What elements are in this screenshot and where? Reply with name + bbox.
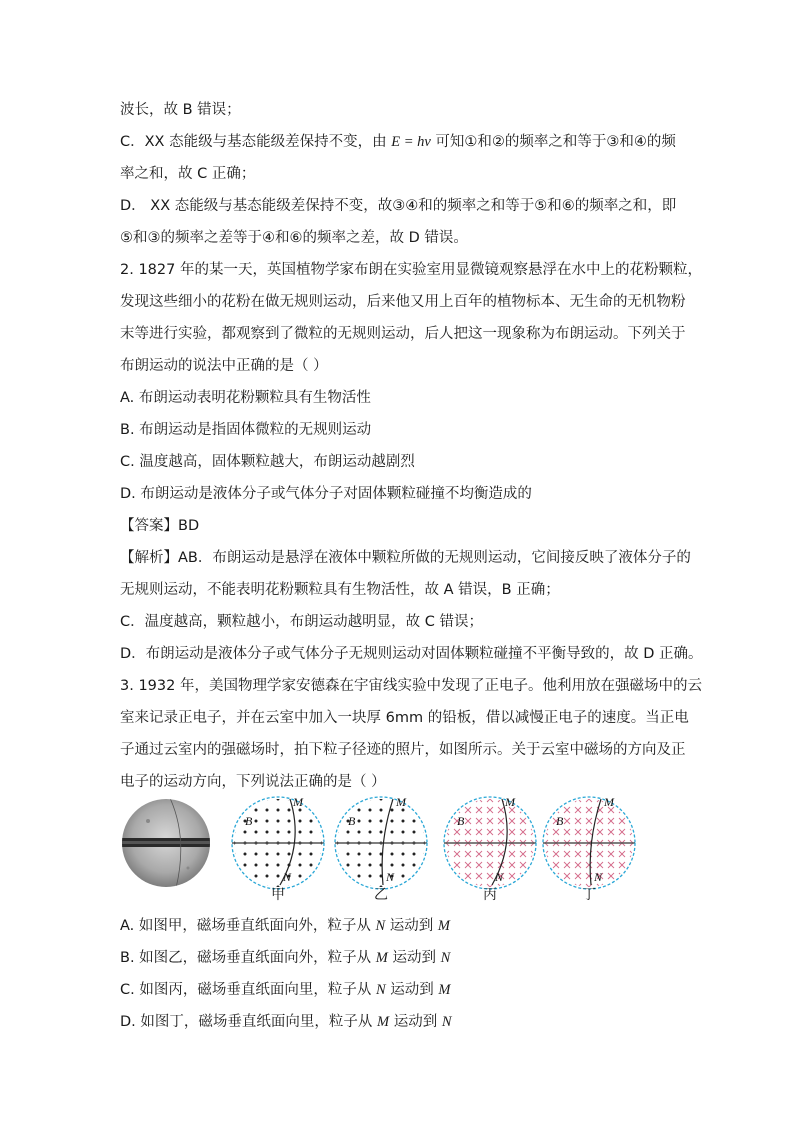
var-m: M [377, 1014, 390, 1030]
text-span: 运动到 [385, 982, 439, 998]
field-cross-icon [443, 818, 449, 824]
field-cross-icon [465, 873, 471, 879]
field-cross-icon [619, 884, 625, 890]
field-dot-icon [391, 853, 394, 856]
field-dot-icon [347, 853, 350, 856]
text-span: C．XX 态能级与基态能级差保持不变，由 [120, 134, 392, 150]
field-cross-icon [531, 796, 537, 802]
field-cross-icon [564, 818, 570, 824]
field-cross-icon [487, 862, 493, 868]
label-n: N [495, 870, 504, 884]
field-cross-icon [553, 873, 559, 879]
field-cross-icon [476, 851, 482, 857]
field-dot-icon [369, 875, 372, 878]
question-3-text: 室来记录正电子，并在云室中加入一块厚 6mm 的铅板，借以减慢正电子的速度。当正电 [120, 710, 689, 726]
field-cross-icon [454, 851, 460, 857]
field-cross-icon [476, 873, 482, 879]
field-cross-icon [553, 807, 559, 813]
field-cross-icon [553, 884, 559, 890]
field-cross-icon [542, 807, 548, 813]
field-cross-icon [443, 807, 449, 813]
field-dot-icon [321, 809, 324, 812]
field-dot-icon [299, 875, 302, 878]
field-cross-icon [597, 851, 603, 857]
field-dot-icon [277, 809, 280, 812]
var-n: N [375, 918, 386, 934]
field-dot-icon [288, 831, 291, 834]
field-cross-icon [443, 873, 449, 879]
field-dot-icon [413, 886, 416, 889]
field-dot-icon [288, 820, 291, 823]
field-dot-icon [369, 809, 372, 812]
field-cross-icon [619, 829, 625, 835]
field-dot-icon [424, 864, 427, 867]
explanation-line: C．温度越高，颗粒越小，布朗运动越明显，故 C 错误； [120, 614, 483, 630]
field-dot-icon [233, 820, 236, 823]
answer-label: 【答案】 [120, 518, 178, 534]
field-dot-icon [358, 886, 361, 889]
field-dot-icon [358, 809, 361, 812]
field-cross-icon [520, 862, 526, 868]
field-cross-icon [476, 818, 482, 824]
field-dot-icon [424, 875, 427, 878]
field-cross-icon [520, 807, 526, 813]
field-cross-icon [498, 851, 504, 857]
label-b: B [556, 814, 564, 828]
field-dot-icon [233, 864, 236, 867]
field-cross-icon [630, 807, 636, 813]
text-span: 可知①和②的频率之和等于③和④的频 [430, 134, 676, 150]
field-dot-icon [266, 809, 269, 812]
text-line: D． XX 态能级与基态能级差保持不变，故③④和的频率之和等于⑤和⑥的频率之和，即 [120, 198, 677, 214]
field-cross-icon [520, 873, 526, 879]
field-dot-icon [413, 820, 416, 823]
field-dot-icon [380, 798, 383, 801]
var-n: N [440, 950, 451, 966]
field-dot-icon [266, 820, 269, 823]
explanation-line: D．布朗运动是液体分子或气体分子无规则运动对固体颗粒碰撞不平衡导致的，故 D 正确。 [120, 646, 703, 662]
label-n: N [283, 870, 292, 884]
answer-value: BD [178, 518, 200, 534]
field-cross-icon [575, 818, 581, 824]
field-dot-icon [321, 886, 324, 889]
field-dot-icon [424, 809, 427, 812]
explanation-label: 【解析】 [120, 550, 178, 566]
field-dot-icon [413, 798, 416, 801]
field-dot-icon [255, 820, 258, 823]
field-cross-icon [454, 873, 460, 879]
text-line: 波长，故 B 错误； [120, 102, 241, 118]
field-dot-icon [310, 820, 313, 823]
question-3-text: 子通过云室内的强磁场时，拍下粒子径迹的照片，如图所示。关于云室中磁场的方向及正 [120, 742, 686, 758]
field-cross-icon [553, 829, 559, 835]
var-n: N [441, 1014, 452, 1030]
field-cross-icon [509, 851, 515, 857]
field-cross-icon [553, 862, 559, 868]
text-span: B. 如图乙，磁场垂直纸面向外，粒子从 [120, 950, 376, 966]
field-dot-icon [299, 831, 302, 834]
field-dot-icon [288, 809, 291, 812]
text-span: 运动到 [389, 1014, 442, 1030]
caption-bing: 丙 [483, 887, 497, 903]
panel-jia [232, 795, 324, 889]
field-cross-icon [575, 829, 581, 835]
field-cross-icon [520, 829, 526, 835]
field-cross-icon [619, 862, 625, 868]
field-cross-icon [520, 851, 526, 857]
field-cross-icon [542, 818, 548, 824]
question-3-text: 3. 1932 年，美国物理学家安德森在宇宙线实验中发现了正电子。他利用放在强磁场中的云 [120, 678, 702, 694]
field-cross-icon [542, 873, 548, 879]
field-dot-icon [233, 809, 236, 812]
field-dot-icon [424, 798, 427, 801]
field-dot-icon [310, 886, 313, 889]
field-cross-icon [520, 818, 526, 824]
field-dot-icon [424, 886, 427, 889]
field-cross-icon [619, 796, 625, 802]
text-line: ⑤和③的频率之差等于④和⑥的频率之差，故 D 错误。 [120, 230, 468, 246]
field-dot-icon [391, 820, 394, 823]
field-cross-icon [553, 851, 559, 857]
field-cross-icon [564, 873, 570, 879]
caption-jia: 甲 [271, 887, 285, 903]
field-cross-icon [531, 807, 537, 813]
caption-ding: 丁 [582, 887, 596, 903]
label-m: M [396, 795, 406, 809]
field-cross-icon [619, 818, 625, 824]
field-dot-icon [380, 831, 383, 834]
field-cross-icon [487, 829, 493, 835]
explanation-line: 无规则运动，不能表明花粉颗粒具有生物活性，故 A 错误，B 正确； [120, 582, 560, 598]
field-dot-icon [233, 875, 236, 878]
field-cross-icon [586, 829, 592, 835]
field-cross-icon [630, 818, 636, 824]
field-dot-icon [266, 875, 269, 878]
field-dot-icon [277, 820, 280, 823]
field-dot-icon [244, 831, 247, 834]
field-cross-icon [443, 796, 449, 802]
field-dot-icon [391, 831, 394, 834]
field-dot-icon [358, 875, 361, 878]
text-span: AB．布朗运动是悬浮在液体中颗粒所做的无规则运动，它间接反映了液体分子的 [178, 550, 691, 566]
caption-yi: 乙 [374, 887, 388, 903]
option-d: D. 布朗运动是液体分子或气体分子对固体颗粒碰撞不均衡造成的 [120, 486, 532, 502]
field-dot-icon [413, 864, 416, 867]
field-dot-icon [255, 864, 258, 867]
field-dot-icon [391, 864, 394, 867]
field-cross-icon [509, 818, 515, 824]
field-dot-icon [336, 875, 339, 878]
field-cross-icon [498, 818, 504, 824]
panel-ding [542, 795, 636, 890]
field-cross-icon [465, 807, 471, 813]
field-dot-icon [244, 798, 247, 801]
field-dot-icon [277, 875, 280, 878]
field-dot-icon [266, 864, 269, 867]
field-cross-icon [454, 862, 460, 868]
field-dot-icon [255, 798, 258, 801]
field-dot-icon [321, 798, 324, 801]
field-cross-icon [520, 796, 526, 802]
field-dot-icon [347, 864, 350, 867]
field-dot-icon [402, 853, 405, 856]
field-dot-icon [413, 853, 416, 856]
field-cross-icon [608, 851, 614, 857]
field-dot-icon [413, 831, 416, 834]
option-c [120, 980, 450, 1000]
field-cross-icon [586, 818, 592, 824]
field-cross-icon [553, 796, 559, 802]
field-cross-icon [619, 873, 625, 879]
field-cross-icon [498, 829, 504, 835]
var-m: M [437, 918, 450, 934]
field-cross-icon [597, 818, 603, 824]
field-dot-icon [391, 809, 394, 812]
label-m: M [293, 795, 303, 809]
field-cross-icon [454, 796, 460, 802]
field-cross-icon [608, 818, 614, 824]
equation: E = hν [391, 134, 431, 150]
field-dot-icon [277, 831, 280, 834]
field-dot-icon [402, 831, 405, 834]
field-cross-icon [542, 796, 548, 802]
field-dot-icon [277, 864, 280, 867]
question-2-text: 发现这些细小的花粉在做无规则运动，后来他又用上百年的植物标本、无生命的无机物粉 [120, 294, 686, 310]
field-dot-icon [369, 831, 372, 834]
field-dot-icon [380, 809, 383, 812]
option-d [120, 1012, 451, 1032]
field-dot-icon [244, 864, 247, 867]
explanation-line [120, 548, 691, 568]
field-dot-icon [310, 853, 313, 856]
field-cross-icon [608, 862, 614, 868]
field-dot-icon [255, 853, 258, 856]
text-span: A. 如图甲，磁场垂直纸面向外，粒子从 [120, 918, 376, 934]
field-cross-icon [586, 862, 592, 868]
field-dot-icon [336, 864, 339, 867]
field-cross-icon [487, 873, 493, 879]
field-dot-icon [255, 875, 258, 878]
field-dot-icon [299, 886, 302, 889]
field-cross-icon [454, 807, 460, 813]
field-cross-icon [465, 818, 471, 824]
field-cross-icon [509, 829, 515, 835]
option-b: B. 布朗运动是指固体微粒的无规则运动 [120, 422, 372, 438]
field-cross-icon [542, 862, 548, 868]
field-dot-icon [255, 831, 258, 834]
option-b [120, 948, 450, 968]
field-cross-icon [630, 796, 636, 802]
field-cross-icon [531, 873, 537, 879]
field-cross-icon [597, 829, 603, 835]
field-dot-icon [299, 864, 302, 867]
field-dot-icon [358, 820, 361, 823]
text-line: 率之和，故 C 正确； [120, 166, 256, 182]
field-cross-icon [608, 829, 614, 835]
field-cross-icon [520, 884, 526, 890]
field-dot-icon [336, 809, 339, 812]
field-cross-icon [564, 862, 570, 868]
field-dot-icon [347, 831, 350, 834]
field-cross-icon [487, 851, 493, 857]
field-dot-icon [369, 820, 372, 823]
field-dot-icon [321, 875, 324, 878]
field-cross-icon [608, 873, 614, 879]
question-2-text: 2. 1827 年的某一天，英国植物学家布朗在实验室用显微镜观察悬浮在水中上的花粉颗粒， [120, 262, 702, 278]
field-dot-icon [358, 831, 361, 834]
label-b: B [245, 814, 253, 828]
field-dot-icon [299, 820, 302, 823]
question-3-text: 电子的运动方向，下列说法正确的是（ ） [120, 774, 386, 790]
field-dot-icon [266, 853, 269, 856]
field-dot-icon [255, 886, 258, 889]
var-m: M [375, 950, 388, 966]
label-m: M [604, 795, 614, 809]
option-a: A. 布朗运动表明花粉颗粒具有生物活性 [120, 390, 371, 406]
field-cross-icon [476, 807, 482, 813]
field-dot-icon [310, 831, 313, 834]
field-dot-icon [321, 864, 324, 867]
field-dot-icon [310, 798, 313, 801]
cloud-chamber-photo [118, 798, 218, 888]
field-dot-icon [277, 853, 280, 856]
question-2-text: 末等进行实验，都观察到了微粒的无规则运动，后人把这一现象称为布朗运动。下列关于 [120, 326, 686, 342]
field-dot-icon [299, 853, 302, 856]
field-dot-icon [358, 864, 361, 867]
field-cross-icon [575, 851, 581, 857]
panel-yi [335, 795, 427, 889]
field-dot-icon [233, 886, 236, 889]
field-dot-icon [233, 798, 236, 801]
field-cross-icon [476, 829, 482, 835]
field-cross-icon [465, 862, 471, 868]
panel-bing [443, 795, 537, 890]
field-cross-icon [630, 873, 636, 879]
answer-line [120, 516, 199, 536]
var-m: M [438, 982, 451, 998]
field-dot-icon [255, 809, 258, 812]
field-dot-icon [336, 820, 339, 823]
field-cross-icon [465, 851, 471, 857]
label-n: N [594, 870, 603, 884]
field-dot-icon [424, 820, 427, 823]
field-cross-icon [619, 851, 625, 857]
text-line [120, 132, 676, 152]
field-dot-icon [358, 853, 361, 856]
field-dot-icon [369, 853, 372, 856]
field-dot-icon [380, 820, 383, 823]
text-span: 运动到 [385, 918, 438, 934]
field-cross-icon [476, 862, 482, 868]
text-span: C. 如图丙，磁场垂直纸面向里，粒子从 [120, 982, 376, 998]
field-cross-icon [465, 829, 471, 835]
field-cross-icon [531, 818, 537, 824]
field-cross-icon [575, 807, 581, 813]
field-dot-icon [402, 820, 405, 823]
field-cross-icon [564, 851, 570, 857]
field-dot-icon [347, 798, 350, 801]
field-cross-icon [619, 807, 625, 813]
field-cross-icon [531, 884, 537, 890]
option-a [120, 916, 450, 936]
var-n: N [375, 982, 386, 998]
field-cross-icon [443, 862, 449, 868]
field-cross-icon [454, 829, 460, 835]
field-dot-icon [244, 886, 247, 889]
field-dot-icon [266, 831, 269, 834]
field-cross-icon [597, 862, 603, 868]
field-dot-icon [347, 886, 350, 889]
field-cross-icon [575, 873, 581, 879]
field-dot-icon [402, 886, 405, 889]
field-cross-icon [498, 807, 504, 813]
field-dot-icon [288, 853, 291, 856]
text-span: 运动到 [387, 950, 441, 966]
field-cross-icon [575, 862, 581, 868]
field-dot-icon [336, 886, 339, 889]
field-dot-icon [402, 875, 405, 878]
field-dot-icon [310, 864, 313, 867]
text-span: D. 如图丁，磁场垂直纸面向里，粒子从 [120, 1014, 377, 1030]
question-2-text: 布朗运动的说法中正确的是（ ） [120, 358, 328, 374]
field-dot-icon [358, 798, 361, 801]
field-dot-icon [369, 864, 372, 867]
label-m: M [505, 795, 515, 809]
field-cross-icon [487, 818, 493, 824]
field-cross-icon [454, 884, 460, 890]
field-dot-icon [277, 798, 280, 801]
field-dot-icon [402, 864, 405, 867]
label-b: B [457, 814, 465, 828]
field-cross-icon [443, 884, 449, 890]
field-cross-icon [487, 807, 493, 813]
field-cross-icon [509, 873, 515, 879]
field-cross-icon [564, 807, 570, 813]
field-cross-icon [586, 873, 592, 879]
field-dot-icon [336, 798, 339, 801]
option-c: C. 温度越高，固体颗粒越大，布朗运动越剧烈 [120, 454, 415, 470]
field-dot-icon [244, 853, 247, 856]
field-cross-icon [509, 862, 515, 868]
field-cross-icon [564, 829, 570, 835]
field-cross-icon [586, 807, 592, 813]
label-b: B [348, 814, 356, 828]
field-cross-icon [542, 884, 548, 890]
label-n: N [386, 870, 395, 884]
field-dot-icon [321, 820, 324, 823]
field-cross-icon [630, 884, 636, 890]
